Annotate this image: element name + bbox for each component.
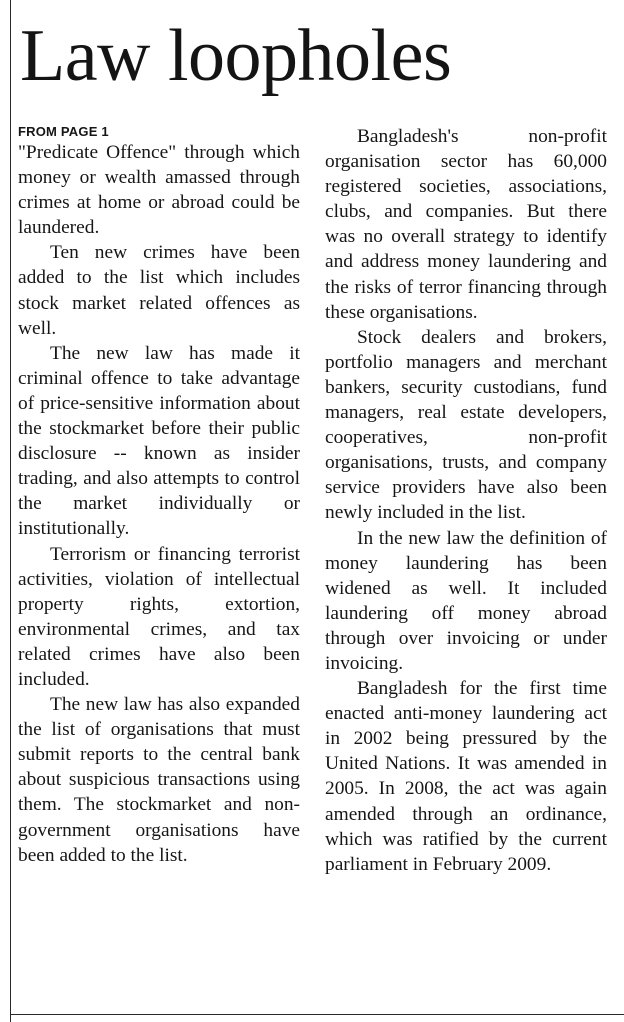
paragraph: Ten new crimes have been added to the list which includes stock market related offences as well. <box>18 242 300 339</box>
paragraph: "Predicate Offence" through which money or wealth amassed through crimes at home or abroad could be laundered. <box>18 142 300 239</box>
paragraph: In the new law the definition of money laundering has been widened as well. It included laundering off money abroad through over invoicing or under invoicing. <box>325 527 607 674</box>
paragraph: Bangladesh's non-profit organisation sector has 60,000 registered societies, associations, clubs, and companies. But there was no overall strategy to identify and address money laundering and the risks of terror financing through these organisations. <box>325 126 607 323</box>
paragraph: The new law has made it criminal offence to take advantage of price-sensitive information about the stockmarket before their public disclosure -- known as insider trading, and also attempts to control the market individually or institutionally. <box>18 342 300 540</box>
paragraph: Stock dealers and brokers, portfolio managers and merchant bankers, security custodians, fund managers, real estate developers, cooperatives, non-profit organisations, trusts, and company service providers have also been newly included in the list. <box>325 326 607 524</box>
paragraph: The new law has also expanded the list of organisations that must submit reports to the central bank about suspicious transactions using them. The stockmarket and non-government organisations have been added to the list. <box>18 694 300 866</box>
bottom-rule <box>10 1014 624 1015</box>
left-column <box>18 124 300 868</box>
paragraph: Terrorism or financing terrorist activities, violation of intellectual property rights, extortion, environmental crimes, and tax related crimes have also been included. <box>18 543 300 690</box>
right-column <box>325 124 607 877</box>
left-column-rule <box>10 0 11 1022</box>
continuation-kicker: FROM PAGE 1 <box>18 124 109 139</box>
headline: Law loopholes <box>20 15 452 97</box>
paragraph: Bangladesh for the first time enacted anti-money laundering act in 2002 being pressured by the United Nations. It was amended in 2005. In 2008, the act was again amended through an ordinance, which was ratified by the current parliament in February 2009. <box>325 678 607 875</box>
